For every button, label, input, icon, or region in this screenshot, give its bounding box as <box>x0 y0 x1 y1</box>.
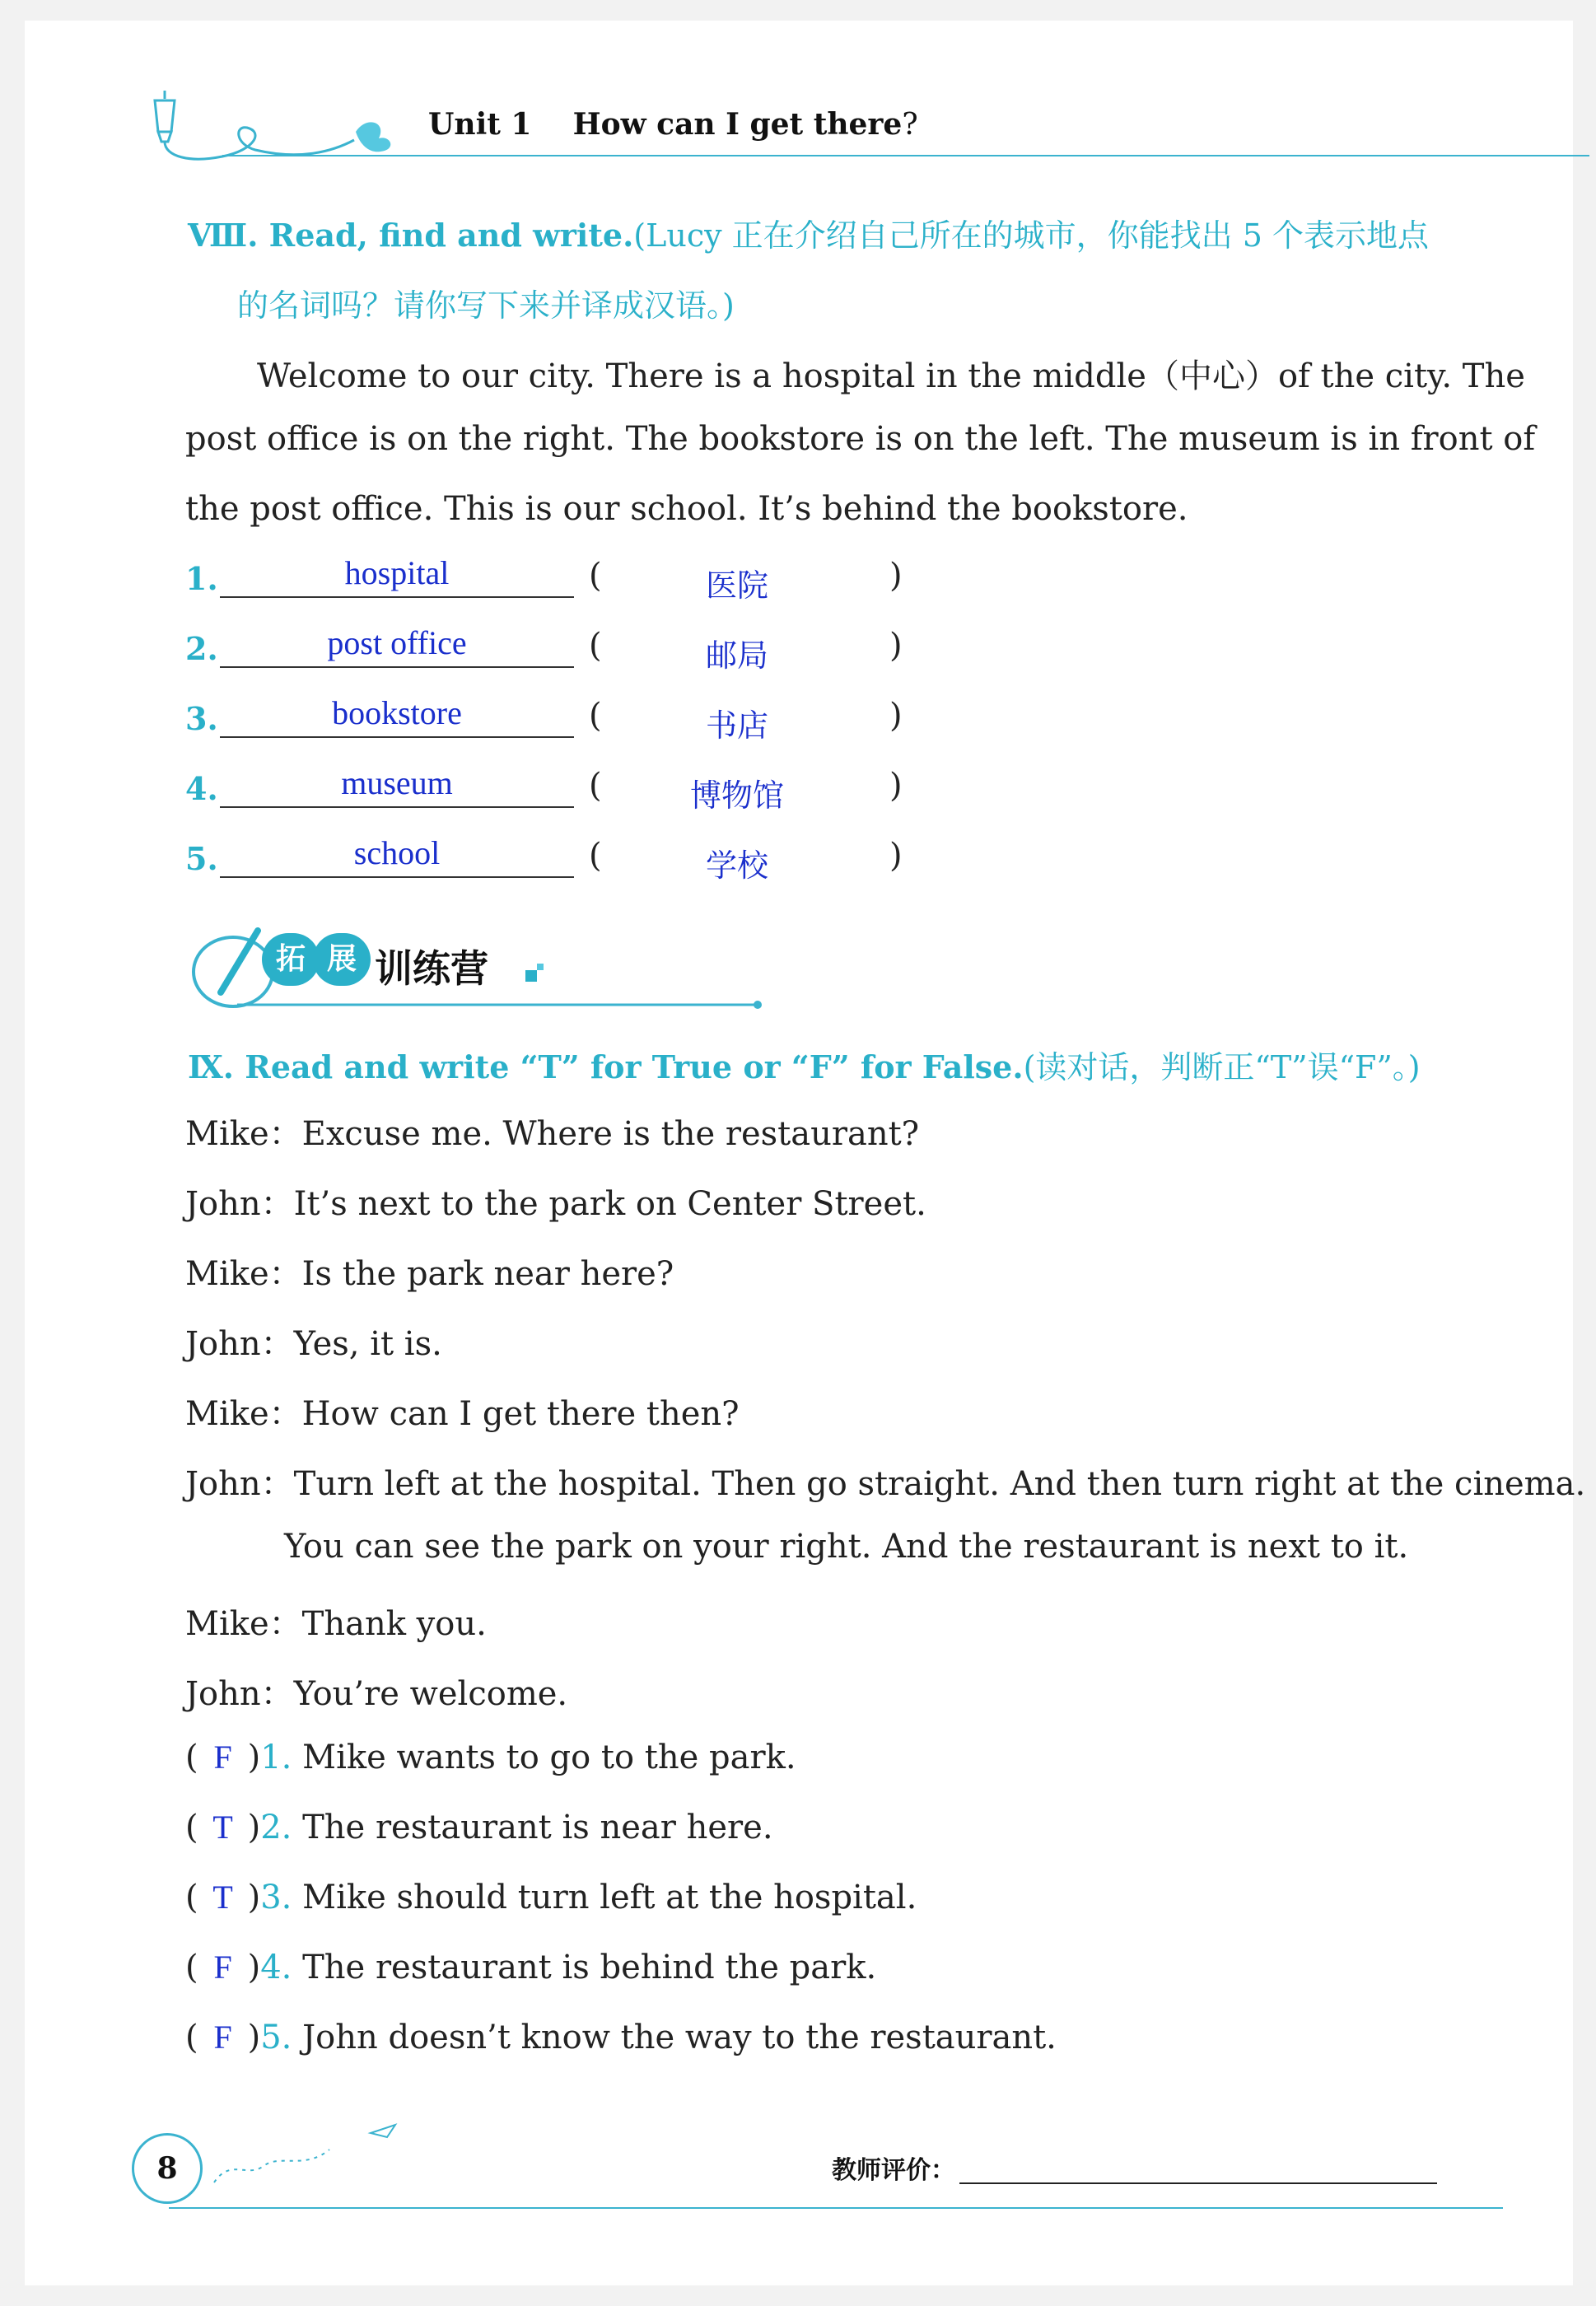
tf-answer[interactable]: F <box>213 2019 232 2056</box>
paren-close: ) <box>889 767 903 805</box>
speaker: John： <box>185 1465 294 1503</box>
paragraph-line-1: Welcome to our city. There is a hospital in the middle（中心）of the city. The <box>257 357 1525 395</box>
answer-number: 2. <box>185 630 218 667</box>
banner-badge-1: 拓 <box>262 933 320 986</box>
dialogue-line <box>185 1248 674 1295</box>
answer-blank <box>220 876 574 878</box>
answer-english[interactable]: museum <box>341 764 453 801</box>
paren-open: ( <box>589 837 602 875</box>
header-rule <box>222 155 1589 156</box>
question-number: 4. <box>260 1949 292 1986</box>
dialogue-text: You can see the park on your right. And the restaurant is next to it. <box>284 1528 1409 1566</box>
section9-title <box>188 1042 1421 1087</box>
paren-close: ) <box>889 697 903 735</box>
answer-blank <box>220 736 574 738</box>
speaker: John： <box>185 1185 294 1223</box>
tf-question: ( T )2. The restaurant is near here. <box>185 1809 773 1846</box>
paren-open: ( <box>589 627 602 665</box>
paren-open: ( <box>589 557 602 595</box>
dialogue-text: Is the park near here? <box>301 1255 674 1293</box>
page-number: 8 <box>132 2133 203 2204</box>
answer-blank <box>220 596 574 598</box>
section8-instruction-2: 的名词吗？请你写下来并译成汉语。) <box>237 287 735 324</box>
speaker: Mike： <box>185 1605 302 1643</box>
question-text: The restaurant is behind the park. <box>302 1949 877 1986</box>
answer-english[interactable]: bookstore <box>332 694 462 731</box>
answer-english[interactable]: post office <box>327 624 467 661</box>
dialogue-text: You’re welcome. <box>293 1675 568 1713</box>
section8-title-en: Ⅷ. Read, find and write. <box>188 217 634 254</box>
question-text: The restaurant is near here. <box>302 1809 773 1846</box>
question-text: Mike should turn left at the hospital. <box>302 1879 917 1916</box>
tf-answer[interactable]: F <box>213 1739 232 1776</box>
dialogue-line <box>185 1458 1585 1505</box>
paragraph-line-3: the post office. This is our school. It’s behind the bookstore. <box>185 490 1188 528</box>
speaker: Mike： <box>185 1115 302 1153</box>
answer-chinese[interactable]: 书店 <box>705 707 768 744</box>
question-number: 1. <box>260 1739 292 1776</box>
banner-badge-2: 展 <box>313 933 371 986</box>
header-qmark: ? <box>902 108 918 142</box>
paren-close: ) <box>889 627 903 665</box>
paren-close: ) <box>889 837 903 875</box>
dialogue-text: Thank you. <box>301 1605 487 1643</box>
teacher-eval-blank[interactable] <box>959 2182 1437 2184</box>
dialogue-line <box>185 1388 740 1435</box>
unit-label: Unit 1 <box>428 107 532 142</box>
dialogue-line <box>284 1528 1408 1566</box>
question-text: Mike wants to go to the park. <box>302 1739 796 1776</box>
dialogue-line <box>185 1108 919 1155</box>
section9-title-en: Ⅸ. Read and write “T” for True or “F” for False. <box>188 1048 1024 1085</box>
question-number: 3. <box>260 1879 292 1916</box>
paren-open: ( <box>589 767 602 805</box>
tf-question: ( T )3. Mike should turn left at the hospital. <box>185 1879 917 1916</box>
speaker: Mike： <box>185 1255 302 1293</box>
answer-number: 4. <box>185 770 218 807</box>
question-number: 5. <box>260 2019 292 2056</box>
answer-blank <box>220 806 574 808</box>
answer-number: 5. <box>185 840 218 877</box>
page-header <box>428 107 918 142</box>
section8-title <box>188 210 1429 255</box>
dialogue-text: It’s next to the park on Center Street. <box>293 1185 926 1223</box>
footer-rule <box>169 2207 1503 2209</box>
lantern-vine-icon <box>140 74 404 173</box>
tf-answer[interactable]: F <box>213 1949 232 1986</box>
tf-question: ( F )1. Mike wants to go to the park. <box>185 1739 796 1776</box>
answer-chinese[interactable]: 邮局 <box>705 637 768 674</box>
dialogue-line <box>185 1318 442 1365</box>
tf-answer[interactable]: T <box>212 1809 233 1846</box>
answer-english[interactable]: school <box>353 834 441 871</box>
answer-number: 3. <box>185 700 218 737</box>
answer-blank <box>220 666 574 668</box>
dialogue-text: How can I get there then? <box>301 1395 740 1433</box>
dialogue-text: Yes, it is. <box>293 1325 442 1363</box>
dialogue-text: Turn left at the hospital. Then go straight. And then turn right at the cinema. <box>293 1465 1586 1503</box>
tf-question: ( F )5. John doesn’t know the way to the restaurant. <box>185 2019 1057 2056</box>
speaker: Mike： <box>185 1395 302 1433</box>
unit-title: How can I get there <box>572 107 903 142</box>
dialogue-line <box>185 1598 487 1645</box>
paren-open: ( <box>589 697 602 735</box>
section9-instruction: (读对话，判断正“T”误“F”。) <box>1023 1049 1421 1085</box>
banner-title: 训练营 <box>375 946 488 991</box>
bird-doodle-icon <box>198 2100 412 2191</box>
tf-question: ( F )4. The restaurant is behind the park. <box>185 1949 877 1986</box>
answer-chinese[interactable]: 博物馆 <box>689 777 784 814</box>
answer-english[interactable]: hospital <box>344 554 450 591</box>
answer-chinese[interactable]: 医院 <box>705 567 768 604</box>
dialogue-line <box>185 1668 567 1715</box>
dialogue-text: Excuse me. Where is the restaurant? <box>301 1115 920 1153</box>
tf-answer[interactable]: T <box>212 1879 233 1916</box>
question-text: John doesn’t know the way to the restaurant. <box>302 2019 1057 2056</box>
question-number: 2. <box>260 1809 292 1846</box>
speaker: John： <box>185 1325 294 1363</box>
dialogue-line <box>185 1178 926 1225</box>
answer-number: 1. <box>185 560 218 597</box>
teacher-eval-label: 教师评价： <box>832 2156 955 2185</box>
paragraph-line-2: post office is on the right. The bookstore is on the left. The museum is in front of <box>185 420 1536 458</box>
answer-chinese[interactable]: 学校 <box>705 847 768 884</box>
speaker: John： <box>185 1675 294 1713</box>
section8-instruction-1: (Lucy 正在介绍自己所在的城市，你能找出 5 个表示地点 <box>633 217 1429 254</box>
paren-close: ) <box>889 557 903 595</box>
